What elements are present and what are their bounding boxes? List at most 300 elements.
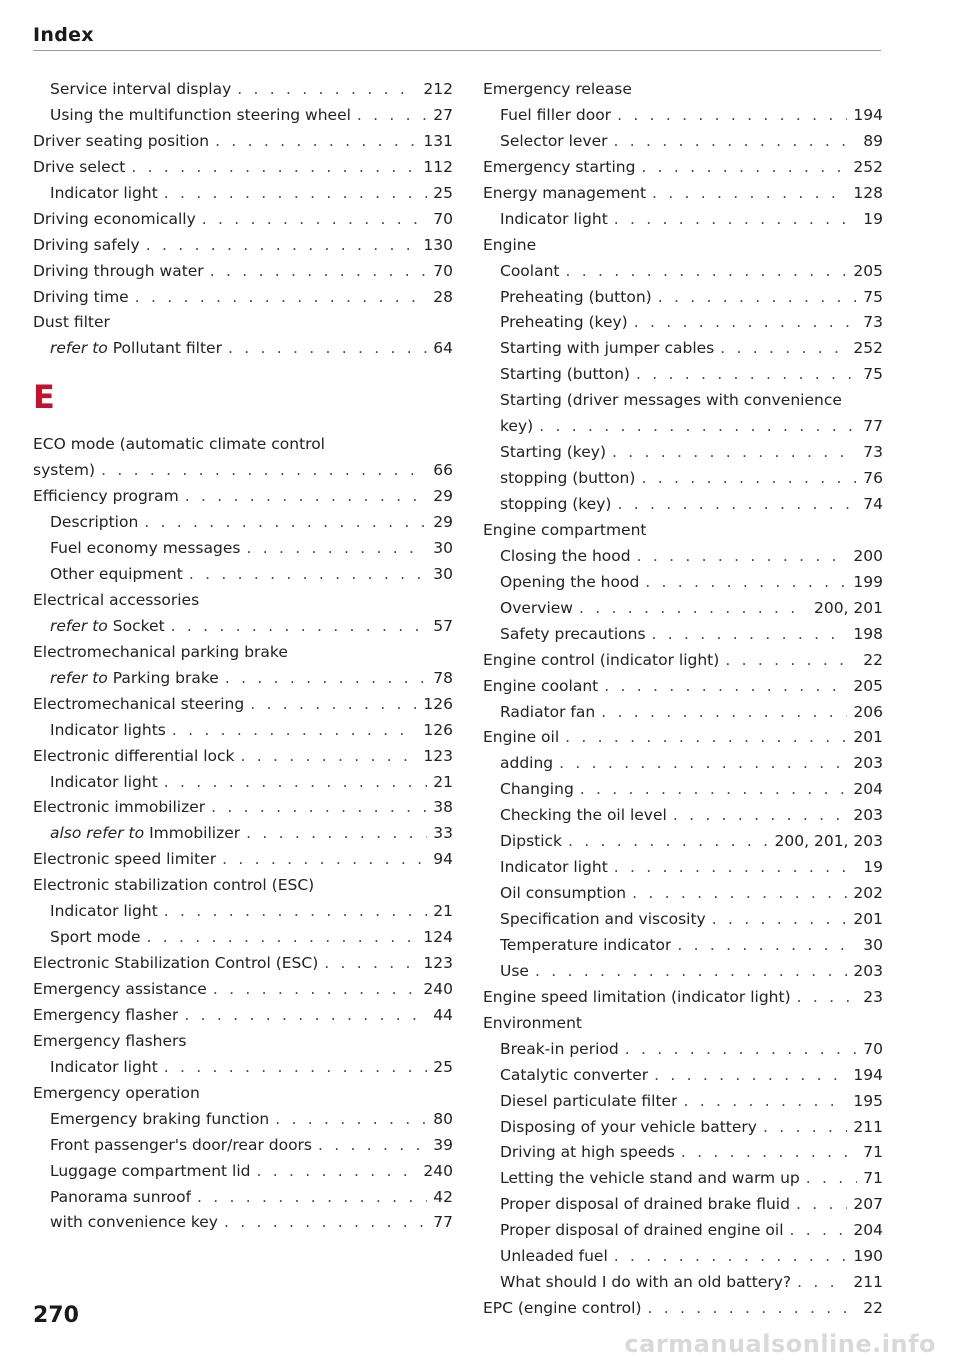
index-entry	[33, 1055, 453, 1081]
index-entry	[33, 181, 453, 207]
index-entry	[33, 692, 453, 718]
entry-page-number[interactable]: 27	[433, 105, 453, 124]
entry-page-number[interactable]: 126	[423, 694, 453, 713]
entry-term: Parking brake	[112, 668, 219, 687]
entry-term: Indicator lights	[50, 720, 166, 739]
dot-leader	[712, 907, 848, 933]
entry-page-number[interactable]: 22	[863, 650, 883, 669]
dot-leader	[246, 536, 427, 562]
entry-page-number[interactable]: 204	[853, 780, 883, 799]
index-entry	[483, 1063, 883, 1089]
entry-term: Engine oil	[483, 728, 560, 747]
index-entry	[483, 466, 883, 492]
index-entry	[33, 588, 453, 614]
dot-leader	[614, 1244, 848, 1270]
entry-term: Electromechanical parking brake	[33, 642, 288, 661]
entry-page-number[interactable]: 206	[853, 702, 883, 721]
index-entry	[483, 1192, 883, 1218]
entry-page-number[interactable]: 203	[853, 754, 883, 773]
watermark: carmanualsonline.info	[624, 1330, 936, 1358]
dot-leader	[641, 155, 847, 181]
entry-term: What should I do with an old battery?	[500, 1273, 792, 1292]
dot-leader	[184, 1003, 427, 1029]
index-entry	[483, 570, 883, 596]
entry-term: Radiator fan	[500, 702, 596, 721]
entry-reference: refer to	[50, 668, 108, 687]
dot-leader	[652, 181, 847, 207]
dot-leader	[164, 899, 427, 925]
dot-leader	[146, 233, 418, 259]
index-entry	[33, 718, 453, 744]
index-entry	[483, 207, 883, 233]
index-entry	[483, 596, 883, 622]
entry-term: Engine control (indicator light)	[483, 650, 720, 669]
index-entry	[483, 907, 883, 933]
entry-term: Changing	[500, 780, 574, 799]
entry-page-number[interactable]: 78	[433, 668, 453, 687]
dot-leader	[637, 544, 848, 570]
entry-page-number[interactable]: 19	[863, 858, 883, 877]
entry-page-number[interactable]: 211	[853, 1117, 883, 1136]
entry-page-number[interactable]: 75	[863, 287, 883, 306]
index-entry	[33, 795, 453, 821]
entry-term: Immobilizer	[149, 824, 241, 843]
entry-term: Preheating (key)	[500, 313, 628, 332]
index-entry	[483, 181, 883, 207]
entry-page-number[interactable]: 77	[863, 417, 883, 436]
entry-term: Indicator light	[500, 858, 608, 877]
dot-leader	[797, 1270, 847, 1296]
entry-page-number[interactable]: 200, 201	[813, 598, 883, 617]
entry-term: Driving at high speeds	[500, 1143, 675, 1162]
entry-page-number[interactable]: 25	[433, 1057, 453, 1076]
section-letter-e: E	[33, 378, 55, 417]
index-entry	[33, 847, 453, 873]
index-column-left	[33, 77, 453, 1236]
entry-term: Electromechanical steering	[33, 694, 245, 713]
entry-term: Indicator light	[50, 183, 158, 202]
entry-page-number[interactable]: 44	[433, 1005, 453, 1024]
entry-term: Emergency flasher	[33, 1005, 179, 1024]
dot-leader	[164, 770, 427, 796]
index-entry	[33, 1107, 453, 1133]
dot-leader	[256, 1159, 417, 1185]
entry-term: Drive select	[33, 157, 126, 176]
entry-page-number[interactable]: 211	[853, 1273, 883, 1292]
entry-page-number[interactable]: 252	[853, 157, 883, 176]
entry-page-number[interactable]: 94	[433, 850, 453, 869]
entry-page-number[interactable]: 195	[853, 1091, 883, 1110]
entry-term: ECO mode (automatic climate control	[33, 435, 325, 454]
index-entry	[33, 640, 453, 666]
entry-page-number[interactable]: 77	[433, 1213, 453, 1232]
entry-page-number[interactable]: 42	[433, 1187, 453, 1206]
entry-term: Engine coolant	[483, 676, 599, 695]
dot-leader	[806, 1166, 858, 1192]
entry-page-number[interactable]: 112	[423, 157, 453, 176]
index-entry	[483, 129, 883, 155]
entry-term: Driving time	[33, 287, 129, 306]
entry-page-number[interactable]: 73	[863, 313, 883, 332]
index-entry	[483, 1089, 883, 1115]
entry-page-number[interactable]: 199	[853, 572, 883, 591]
dot-leader	[225, 666, 427, 692]
dot-leader	[617, 103, 847, 129]
entry-term: Fuel filler door	[500, 105, 612, 124]
entry-term: Proper disposal of drained engine oil	[500, 1221, 784, 1240]
entry-term: Environment	[483, 1013, 582, 1032]
entry-page-number[interactable]: 128	[853, 183, 883, 202]
index-entry	[33, 977, 453, 1003]
dot-leader	[796, 1192, 847, 1218]
entry-page-number[interactable]: 205	[853, 676, 883, 695]
dot-leader	[164, 1055, 427, 1081]
entry-page-number[interactable]: 205	[853, 261, 883, 280]
entry-page-number[interactable]: 89	[863, 131, 883, 150]
entry-term: Break-in period	[500, 1039, 619, 1058]
entry-page-number[interactable]: 57	[433, 616, 453, 635]
index-entry	[483, 233, 883, 259]
index-entry	[483, 1166, 883, 1192]
index-entry	[483, 803, 883, 829]
index-entry	[483, 155, 883, 181]
entry-term: Opening the hood	[500, 572, 640, 591]
entry-term: Electronic differential lock	[33, 746, 235, 765]
index-entry	[33, 77, 453, 103]
index-entry	[33, 821, 453, 847]
dot-leader	[197, 1185, 427, 1211]
entry-page-number[interactable]: 252	[853, 339, 883, 358]
entry-term: Using the multifunction steering wheel	[50, 105, 351, 124]
dot-leader	[131, 155, 417, 181]
index-entry	[483, 362, 883, 388]
entry-term: system)	[33, 461, 96, 480]
index-entry	[483, 1296, 883, 1322]
dot-leader	[658, 285, 858, 311]
entry-term: Energy management	[483, 183, 647, 202]
dot-leader	[215, 129, 417, 155]
dot-leader	[648, 1296, 858, 1322]
entry-term: Emergency operation	[33, 1083, 200, 1102]
entry-reference: refer to	[50, 339, 108, 358]
index-entry	[483, 985, 883, 1011]
index-entry	[33, 951, 453, 977]
entry-page-number[interactable]: 70	[433, 209, 453, 228]
index-entry	[483, 544, 883, 570]
entry-page-number[interactable]: 194	[853, 1065, 883, 1084]
dot-leader	[535, 959, 847, 985]
entry-page-number[interactable]: 202	[853, 884, 883, 903]
index-entry	[33, 614, 453, 640]
index-entry	[33, 458, 453, 484]
index-entry	[483, 751, 883, 777]
entry-term: Luggage compartment lid	[50, 1161, 251, 1180]
dot-leader	[210, 259, 428, 285]
dot-leader	[211, 795, 427, 821]
dot-leader	[641, 466, 857, 492]
index-entry	[33, 899, 453, 925]
entry-page-number[interactable]: 29	[433, 487, 453, 506]
right-entries	[483, 77, 883, 1322]
index-entry	[483, 1140, 883, 1166]
dot-leader	[645, 570, 847, 596]
entry-page-number[interactable]: 75	[863, 365, 883, 384]
entry-page-number[interactable]: 240	[423, 1161, 453, 1180]
entry-term: Electrical accessories	[33, 590, 200, 609]
dot-leader	[318, 1133, 427, 1159]
entry-page-number[interactable]: 200	[853, 546, 883, 565]
index-entry	[483, 336, 883, 362]
index-entry	[33, 103, 453, 129]
entry-term: Starting (driver messages with convenience	[500, 391, 842, 410]
index-entry	[483, 933, 883, 959]
entry-page-number[interactable]: 212	[423, 80, 453, 98]
entry-term: Sport mode	[50, 928, 141, 947]
entry-term: Efficiency program	[33, 487, 179, 506]
entry-term: stopping (button)	[500, 469, 636, 488]
dot-leader	[171, 614, 428, 640]
dot-leader	[612, 440, 857, 466]
header-divider	[33, 50, 881, 51]
dot-leader	[677, 933, 857, 959]
index-entry	[33, 1081, 453, 1107]
index-entry	[33, 1003, 453, 1029]
entry-page-number[interactable]: 123	[423, 746, 453, 765]
dot-leader	[797, 985, 858, 1011]
index-entry	[483, 881, 883, 907]
index-entry	[483, 1270, 883, 1296]
dot-leader	[222, 847, 427, 873]
index-entry	[33, 510, 453, 536]
entry-term: Panorama sunroof	[50, 1187, 192, 1206]
index-entry	[483, 103, 883, 129]
entry-page-number[interactable]: 200, 201, 203	[774, 832, 883, 851]
entry-page-number[interactable]: 201	[853, 910, 883, 928]
entry-term: Service interval display	[50, 80, 232, 98]
entry-term: Catalytic converter	[500, 1065, 649, 1084]
entry-reference: also refer to	[50, 824, 145, 843]
entry-term: Starting (button)	[500, 365, 630, 384]
entry-page-number[interactable]: 30	[863, 935, 883, 954]
entry-page-number[interactable]: 131	[423, 131, 453, 150]
entry-page-number[interactable]: 201	[853, 728, 883, 747]
entry-page-number[interactable]: 203	[853, 806, 883, 825]
index-entry	[483, 77, 883, 103]
left-entries-before-letter	[33, 77, 453, 362]
index-entry	[33, 536, 453, 562]
index-header-title: Index	[33, 24, 94, 46]
entry-page-number[interactable]: 21	[433, 902, 453, 921]
index-entry	[483, 310, 883, 336]
entry-term: with convenience key	[50, 1213, 218, 1232]
dot-leader	[241, 744, 418, 770]
entry-term: Driving economically	[33, 209, 196, 228]
entry-term: Specification and viscosity	[500, 910, 706, 928]
entry-term: Oil consumption	[500, 884, 627, 903]
index-entry	[33, 1159, 453, 1185]
dot-leader	[632, 881, 847, 907]
dot-leader	[579, 596, 808, 622]
entry-term: Dipstick	[500, 832, 563, 851]
dot-leader	[202, 207, 428, 233]
dot-leader	[246, 821, 427, 847]
entry-term: Emergency starting	[483, 157, 636, 176]
dot-leader	[565, 725, 847, 751]
dot-leader	[673, 803, 848, 829]
dot-leader	[614, 207, 857, 233]
dot-leader	[185, 484, 428, 510]
left-entries-after-letter	[33, 432, 453, 1236]
dot-leader	[237, 77, 417, 103]
entry-page-number[interactable]: 29	[433, 513, 453, 532]
index-entry	[483, 285, 883, 311]
entry-term: Description	[50, 513, 139, 532]
entry-term: Pollutant filter	[112, 339, 222, 358]
dot-leader	[147, 925, 418, 951]
index-entry	[483, 1011, 883, 1037]
dot-leader	[135, 285, 428, 311]
index-entry	[33, 562, 453, 588]
entry-page-number[interactable]: 21	[433, 772, 453, 791]
entry-page-number[interactable]: 76	[863, 469, 883, 488]
entry-term: Engine	[483, 235, 537, 254]
entry-page-number[interactable]: 240	[423, 980, 453, 998]
entry-term: Indicator light	[50, 902, 158, 921]
entry-page-number[interactable]: 71	[863, 1169, 883, 1188]
entry-page-number[interactable]: 124	[423, 928, 453, 947]
entry-page-number[interactable]: 71	[863, 1143, 883, 1162]
index-entry	[33, 310, 453, 336]
entry-term: Diesel particulate filter	[500, 1091, 678, 1110]
index-column-right	[483, 77, 883, 1322]
entry-page-number[interactable]: 70	[433, 261, 453, 280]
entry-term: Fuel economy messages	[50, 539, 241, 558]
dot-leader	[654, 1063, 847, 1089]
entry-term: stopping (key)	[500, 495, 612, 513]
entry-term: Starting with jumper cables	[500, 339, 715, 358]
dot-leader	[213, 977, 418, 1003]
entry-term: Driver seating position	[33, 131, 210, 150]
index-entry	[483, 518, 883, 544]
entry-page-number[interactable]: 30	[433, 539, 453, 558]
index-entry	[483, 440, 883, 466]
dot-leader	[720, 336, 847, 362]
index-entry	[33, 285, 453, 311]
dot-leader	[763, 1115, 847, 1141]
index-entry	[33, 259, 453, 285]
index-entry	[33, 432, 453, 458]
entry-term: Dust filter	[33, 313, 110, 332]
entry-term: EPC (engine control)	[483, 1299, 642, 1318]
entry-page-number[interactable]: 30	[433, 565, 453, 583]
entry-page-number[interactable]: 130	[423, 235, 453, 254]
entry-page-number[interactable]: 39	[433, 1135, 453, 1154]
entry-term: Proper disposal of drained brake fluid	[500, 1195, 790, 1214]
index-entry	[33, 129, 453, 155]
entry-page-number[interactable]: 19	[863, 209, 883, 228]
index-entry	[483, 725, 883, 751]
entry-term: Selector lever	[500, 131, 608, 150]
index-entry	[483, 959, 883, 985]
index-entry	[483, 829, 883, 855]
entry-page-number[interactable]: 207	[853, 1195, 883, 1214]
entry-term: Indicator light	[50, 1057, 158, 1076]
dot-leader	[652, 622, 848, 648]
index-entry	[33, 1185, 453, 1211]
entry-page-number[interactable]: 203	[853, 961, 883, 980]
index-entry	[483, 259, 883, 285]
dot-leader	[566, 259, 848, 285]
dot-leader	[636, 362, 857, 388]
entry-term: key)	[500, 417, 534, 436]
entry-page-number[interactable]: 126	[423, 720, 453, 739]
dot-leader	[228, 336, 427, 362]
entry-term: Emergency assistance	[33, 980, 207, 998]
index-entry	[33, 1029, 453, 1055]
index-entry	[483, 622, 883, 648]
dot-leader	[324, 951, 417, 977]
entry-page-number[interactable]: 194	[853, 105, 883, 124]
entry-term: Electronic speed limiter	[33, 850, 217, 869]
entry-page-number[interactable]: 33	[433, 824, 453, 843]
entry-term: Closing the hood	[500, 546, 631, 565]
entry-term: Emergency flashers	[33, 1031, 187, 1050]
index-entry	[33, 207, 453, 233]
index-entry	[483, 414, 883, 440]
index-entry	[483, 674, 883, 700]
entry-page-number[interactable]: 190	[853, 1247, 883, 1266]
entry-page-number[interactable]: 123	[423, 954, 453, 973]
dot-leader	[614, 129, 858, 155]
index-entry	[33, 233, 453, 259]
index-entry	[483, 648, 883, 674]
entry-term: Unleaded fuel	[500, 1247, 608, 1266]
entry-term: Driving through water	[33, 261, 204, 280]
entry-page-number[interactable]: 198	[853, 624, 883, 643]
entry-term: Use	[500, 961, 529, 980]
entry-reference: refer to	[50, 616, 108, 635]
entry-term: Preheating (button)	[500, 287, 652, 306]
index-entry	[33, 873, 453, 899]
entry-term: adding	[500, 754, 554, 773]
index-entry	[483, 1115, 883, 1141]
entry-page-number[interactable]: 22	[863, 1299, 883, 1318]
dot-leader	[617, 492, 857, 518]
entry-term: Electronic stabilization control (ESC)	[33, 876, 315, 895]
entry-page-number[interactable]: 70	[863, 1039, 883, 1058]
dot-leader	[172, 718, 418, 744]
entry-page-number[interactable]: 28	[433, 287, 453, 306]
entry-page-number[interactable]: 23	[863, 987, 883, 1006]
entry-page-number[interactable]: 38	[433, 798, 453, 817]
dot-leader	[559, 751, 847, 777]
entry-page-number[interactable]: 66	[433, 461, 453, 480]
entry-page-number[interactable]: 74	[863, 495, 883, 513]
entry-term: Driving safely	[33, 235, 140, 254]
entry-page-number[interactable]: 73	[863, 443, 883, 462]
entry-page-number[interactable]: 25	[433, 183, 453, 202]
index-entry	[33, 1210, 453, 1236]
entry-term: Other equipment	[50, 565, 183, 583]
index-entry	[483, 855, 883, 881]
entry-term: Disposing of your vehicle battery	[500, 1117, 757, 1136]
entry-page-number[interactable]: 64	[433, 339, 453, 358]
dot-leader	[224, 1210, 427, 1236]
entry-page-number[interactable]: 80	[433, 1109, 453, 1128]
entry-page-number[interactable]: 204	[853, 1221, 883, 1240]
entry-term: Engine compartment	[483, 520, 647, 539]
index-entry	[33, 925, 453, 951]
